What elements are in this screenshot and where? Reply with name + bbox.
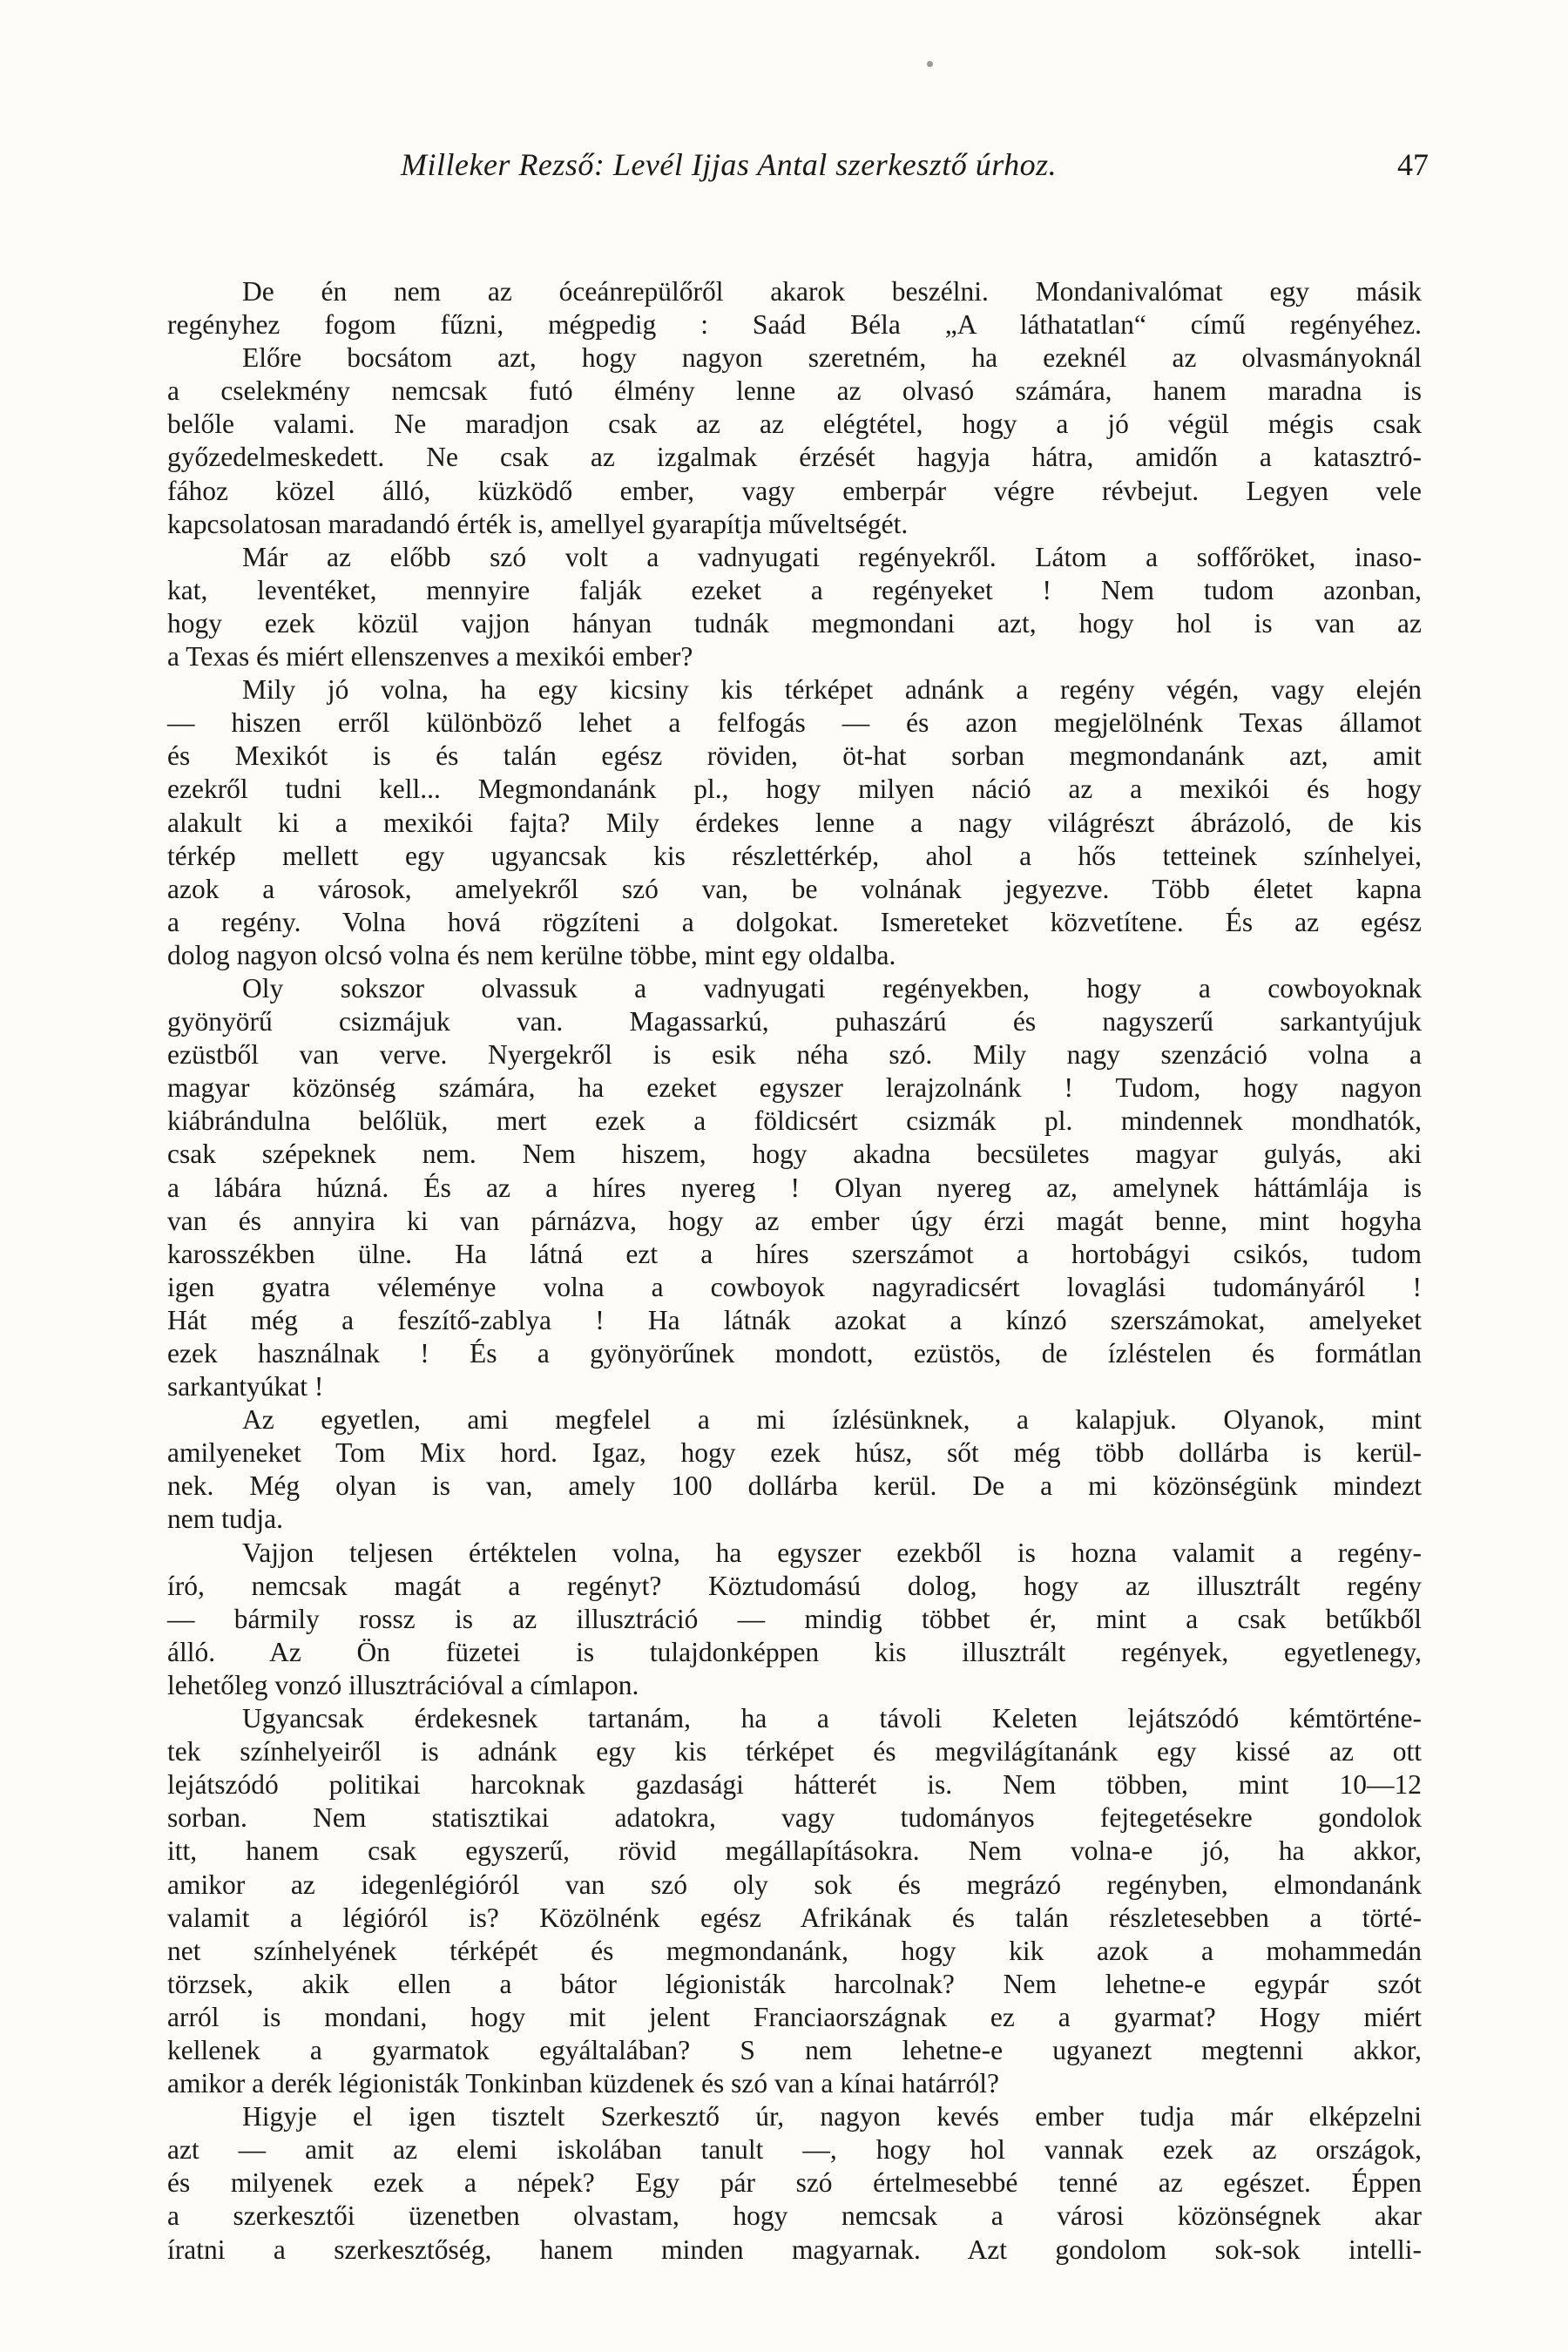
text-line: lejátszódó politikai harcoknak gazdasági hátterét is. Nem többen, mint 10—12: [167, 1769, 1422, 1801]
text-line: csak szépeknek nem. Nem hiszem, hogy akadna becsületes magyar gulyás, aki: [167, 1139, 1422, 1170]
text-line: Az egyetlen, ami megfelel a mi ízlésünknek, a kalapjuk. Olyanok, mint: [242, 1404, 1422, 1436]
text-line: íratni a szerkesztőség, hanem minden magyarnak. Azt gondolom sok-sok intelli-: [167, 2234, 1422, 2265]
text-line: sarkantyúkat !: [167, 1371, 324, 1402]
text-line: regényhez fogom fűzni, mégpedig : Saád Béla „A láthatatlan“ című regényéhez.: [167, 309, 1422, 341]
text-line: net színhelyének térképét és megmondanánk, hogy kik azok a mohammedán: [167, 1935, 1422, 1966]
text-line: — hiszen erről különböző lehet a felfogás — és azon megjelölnénk Texas államot: [167, 707, 1422, 739]
text-line: Ugyancsak érdekesnek tartanám, ha a távoli Keleten lejátszódó kémtörténe-: [242, 1703, 1422, 1734]
text-line: nem tudja.: [167, 1504, 283, 1535]
text-line: kat, leventéket, mennyire falják ezeket a regényeket ! Nem tudom azonban,: [167, 574, 1422, 605]
text-line: Előre bocsátom azt, hogy nagyon szeretném, ha ezeknél az olvasmányoknál: [242, 342, 1422, 374]
text-line: igen gyatra véleménye volna a cowboyok nagyradicsért lovaglási tudományáról !: [167, 1271, 1422, 1302]
page-number: 47: [1397, 147, 1429, 182]
text-line: győzedelmeskedett. Ne csak az izgalmak érzését hagyja hátra, amidőn a katasztró-: [167, 442, 1422, 473]
text-line: kellenek a gyarmatok egyáltalában? S nem lehetne-e ugyanezt megtenni akkor,: [167, 2034, 1422, 2065]
running-head: [401, 146, 1429, 190]
text-line: karosszékben ülne. Ha látná ezt a híres szerszámot a hortobágyi csikós, tudom: [167, 1238, 1422, 1269]
body-text: [167, 275, 1422, 2267]
text-line: tek színhelyeiről is adnánk egy kis térképet és megvilágítanánk egy kissé az ott: [167, 1736, 1422, 1767]
text-line: valamit a légióról is? Közölnénk egész Afrikának és talán részletesebben a törté-: [167, 1902, 1422, 1933]
text-line: sorban. Nem statisztikai adatokra, vagy tudományos fejtegetésekre gondolok: [167, 1802, 1422, 1834]
text-line: Már az előbb szó volt a vadnyugati regényekről. Látom a soffőröket, inaso-: [242, 541, 1422, 572]
text-line: lehetőleg vonzó illusztrációval a címlapon.: [167, 1669, 639, 1700]
text-line: amikor a derék légionisták Tonkinban küzdenek és szó van a kínai határról?: [167, 2068, 1000, 2099]
text-line: a lábára húzná. És az a híres nyereg ! Olyan nyereg az, amelynek háttámlája is: [167, 1172, 1422, 1203]
text-line: itt, hanem csak egyszerű, rövid megállapításokra. Nem volna-e jó, ha akkor,: [167, 1835, 1422, 1867]
text-line: Oly sokszor olvassuk a vadnyugati regényekben, hogy a cowboyoknak: [242, 972, 1422, 1004]
text-line: író, nemcsak magát a regényt? Köztudomású dolog, hogy az illusztrált regény: [167, 1570, 1422, 1601]
text-line: nek. Még olyan is van, amely 100 dollárba kerül. De a mi közönségünk mindezt: [167, 1470, 1422, 1502]
text-line: és Mexikót is és talán egész röviden, öt-hat sorban megmondanánk azt, amit: [167, 740, 1422, 772]
text-line: a cselekmény nemcsak futó élmény lenne az olvasó számára, hanem maradna is: [167, 375, 1422, 407]
text-line: ezüstből van verve. Nyergekről is esik néha szó. Mily nagy szenzáció volna a: [167, 1039, 1422, 1071]
text-line: álló. Az Ön füzetei is tulajdonképpen kis illusztrált regények, egyetlenegy,: [167, 1636, 1422, 1667]
text-line: van és annyira ki van párnázva, hogy az ember úgy érzi magát benne, mint hogyha: [167, 1205, 1422, 1236]
text-line: dolog nagyon olcsó volna és nem kerülne többe, mint egy oldalba.: [167, 939, 896, 970]
text-line: gyönyörű csizmájuk van. Magassarkú, puhaszárú és nagyszerű sarkantyújuk: [167, 1006, 1422, 1037]
text-line: kiábrándulna belőlük, mert ezek a földicsért csizmák pl. mindennek mondhatók,: [167, 1105, 1422, 1137]
text-line: ezek használnak ! És a gyönyörűnek mondott, ezüstös, de ízléstelen és formátlan: [167, 1338, 1422, 1369]
text-line: hogy ezek közül vajjon hányan tudnák megmondani azt, hogy hol is van az: [167, 607, 1422, 639]
text-line: fához közel álló, küzködő ember, vagy emberpár végre révbejut. Legyen vele: [167, 475, 1422, 506]
text-line: alakult ki a mexikói fajta? Mily érdekes lenne a nagy világrészt ábrázoló, de kis: [167, 807, 1422, 838]
text-line: és milyenek ezek a népek? Egy pár szó értelmesebbé tenné az egészet. Éppen: [167, 2167, 1422, 2199]
text-line: a regény. Volna hová rögzíteni a dolgokat. Ismereteket közvetítene. És az egész: [167, 906, 1422, 937]
text-line: a Texas és miért ellenszenves a mexikói ember?: [167, 641, 693, 672]
text-line: azt — amit az elemi iskolában tanult —, hogy hol vannak ezek az országok,: [167, 2134, 1422, 2166]
text-line: a szerkesztői üzenetben olvastam, hogy nemcsak a városi közönségnek akar: [167, 2200, 1422, 2232]
text-line: Higyje el igen tisztelt Szerkesztő úr, nagyon kevés ember tudja már elképzelni: [242, 2101, 1422, 2132]
text-line: De én nem az óceánrepülőről akarok beszélni. Mondanivalómat egy másik: [242, 276, 1422, 307]
text-line: ezekről tudni kell... Megmondanánk pl., hogy milyen náció az a mexikói és hogy: [167, 774, 1422, 805]
text-line: térkép mellett egy ugyancsak kis részlettérkép, ahol a hős tetteinek színhelyei,: [167, 840, 1422, 871]
text-line: Vajjon teljesen értéktelen volna, ha egyszer ezekből is hozna valamit a regény-: [242, 1537, 1422, 1568]
text-line: amikor az idegenlégióról van szó oly sok és megrázó regényben, elmondanánk: [167, 1869, 1422, 1900]
ink-speck: [927, 61, 933, 67]
text-line: kapcsolatosan maradandó érték is, amellyel gyarapítja műveltségét.: [167, 508, 909, 539]
text-line: — bármily rossz is az illusztráció — mindig többet ér, mint a csak betűkből: [167, 1603, 1422, 1634]
text-line: belőle valami. Ne maradjon csak az az elégtétel, hogy a jó végül mégis csak: [167, 409, 1422, 440]
text-line: arról is mondani, hogy mit jelent Franciaországnak ez a gyarmat? Hogy miért: [167, 2001, 1422, 2032]
text-line: Mily jó volna, ha egy kicsiny kis térképet adnánk a regény végén, vagy elején: [242, 674, 1422, 706]
text-line: azok a városok, amelyekről szó van, be volnának jegyezve. Több életet kapna: [167, 873, 1422, 904]
text-line: Hát még a feszítő-zablya ! Ha látnák azokat a kínzó szerszámokat, amelyeket: [167, 1304, 1422, 1335]
running-head-title: Milleker Rezső: Levél Ijjas Antal szerkesztő úrhoz.: [401, 147, 1058, 182]
text-line: amilyeneket Tom Mix hord. Igaz, hogy ezek húsz, sőt még több dollárba is kerül-: [167, 1437, 1422, 1469]
text-line: törzsek, akik ellen a bátor légionisták harcolnak? Nem lehetne-e egypár szót: [167, 1968, 1422, 1999]
text-line: magyar közönség számára, ha ezeket egyszer lerajzolnánk ! Tudom, hogy nagyon: [167, 1072, 1422, 1104]
